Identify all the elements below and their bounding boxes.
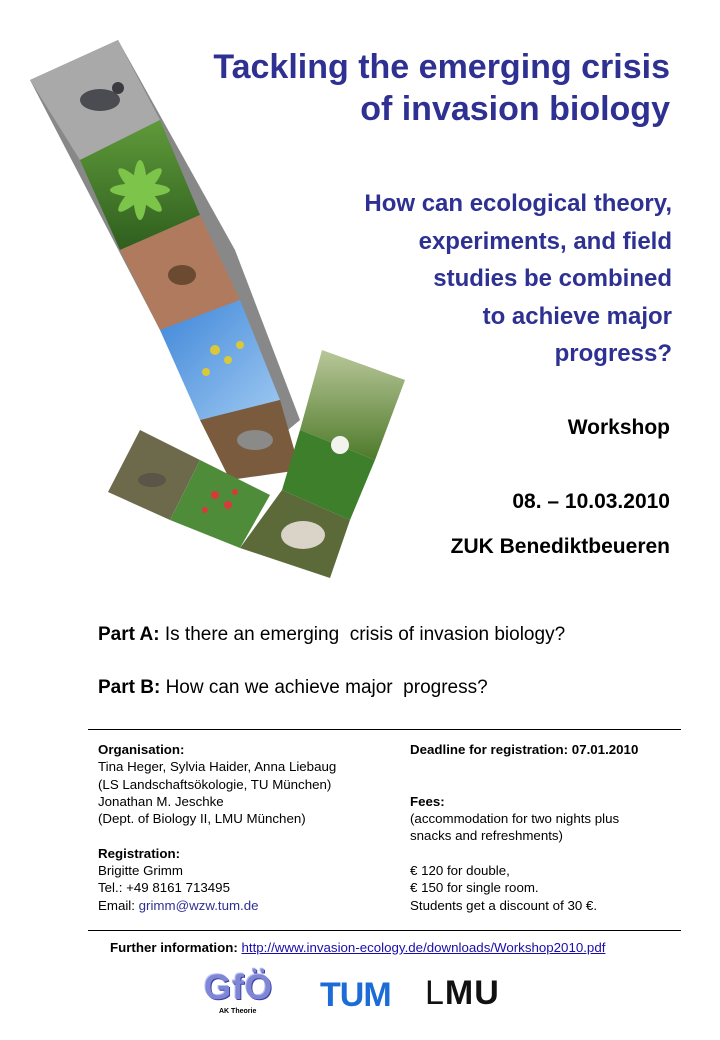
top-divider [88,729,681,730]
subtitle-line: progress? [554,340,672,367]
part-b-text: How can we achieve major progress? [160,677,488,698]
part-b-label: Part B: [98,677,161,698]
event-type: Workshop [567,416,670,439]
fees-heading: Fees: [410,793,445,809]
lmu-logo-light: L [425,974,445,1012]
mouse-figure [138,473,166,487]
lmu-logo [425,974,500,1013]
subtitle-line: experiments, and field [418,227,672,255]
right-info-column [410,741,685,914]
rosette-leaves [110,160,170,220]
event-dates: 08. – 10.03.2010 [512,490,670,513]
further-info-link[interactable]: http://www.invasion-ecology.de/downloads/Workshop2010.pdf [241,940,606,955]
deadline-text: Deadline for registration: 07.01.2010 [410,742,639,757]
sparrow-figure [168,265,196,285]
organisation-line: Tina Heger, Sylvia Haider, Anna Liebaug [98,759,337,775]
poster-subtitle [252,185,672,373]
email-link[interactable]: grimm@wzw.tum.de [138,897,259,913]
lmu-logo-bold: MU [444,974,500,1012]
organisation-line: Jonathan M. Jeschke [98,793,224,809]
organisation-line: (Dept. of Biology II, LMU München) [98,811,306,827]
title-line-2: of invasion biology [360,90,670,128]
cat-figure [281,521,325,549]
gfo-logo-subtitle: AK Theorie [219,1008,257,1015]
registration-email-row [98,897,398,914]
squirrel-figure [237,430,273,450]
fees-line: snacks and refreshments) [410,828,563,844]
poster-title [110,46,670,130]
event-venue: ZUK Benediktbeueren [450,535,670,558]
bottom-divider [88,930,681,931]
registration-heading: Registration: [98,845,181,861]
price-line: € 150 for single room. [410,880,539,896]
organisation-line: (LS Landschaftsökologie, TU München) [98,776,332,792]
price-line: € 120 for double, [410,863,510,879]
further-information [110,940,605,955]
tum-logo: TUM [320,976,391,1014]
part-b [98,677,488,699]
fees-line: (accommodation for two nights plus [410,811,620,827]
left-info-column [98,741,398,914]
registration-name: Brigitte Grimm [98,863,183,879]
further-label: Further information: [110,940,238,955]
subtitle-line: How can ecological theory, [364,190,672,217]
organisation-heading: Organisation: [98,742,185,757]
subtitle-line: studies be combined [433,265,672,292]
registration-tel: Tel.: +49 8161 713495 [98,880,230,896]
subtitle-line: to achieve major [482,302,672,330]
part-a-text: Is there an emerging crisis of invasion biology? [159,624,566,645]
price-line: Students get a discount of 30 €. [410,897,598,913]
email-label: Email: [98,897,139,913]
clover-flower [331,436,349,454]
title-line-1: Tackling the emerging crisis [213,48,670,86]
gfo-logo: GfÖ [204,968,274,1007]
part-a-label: Part A: [98,624,160,645]
part-a [98,624,565,646]
